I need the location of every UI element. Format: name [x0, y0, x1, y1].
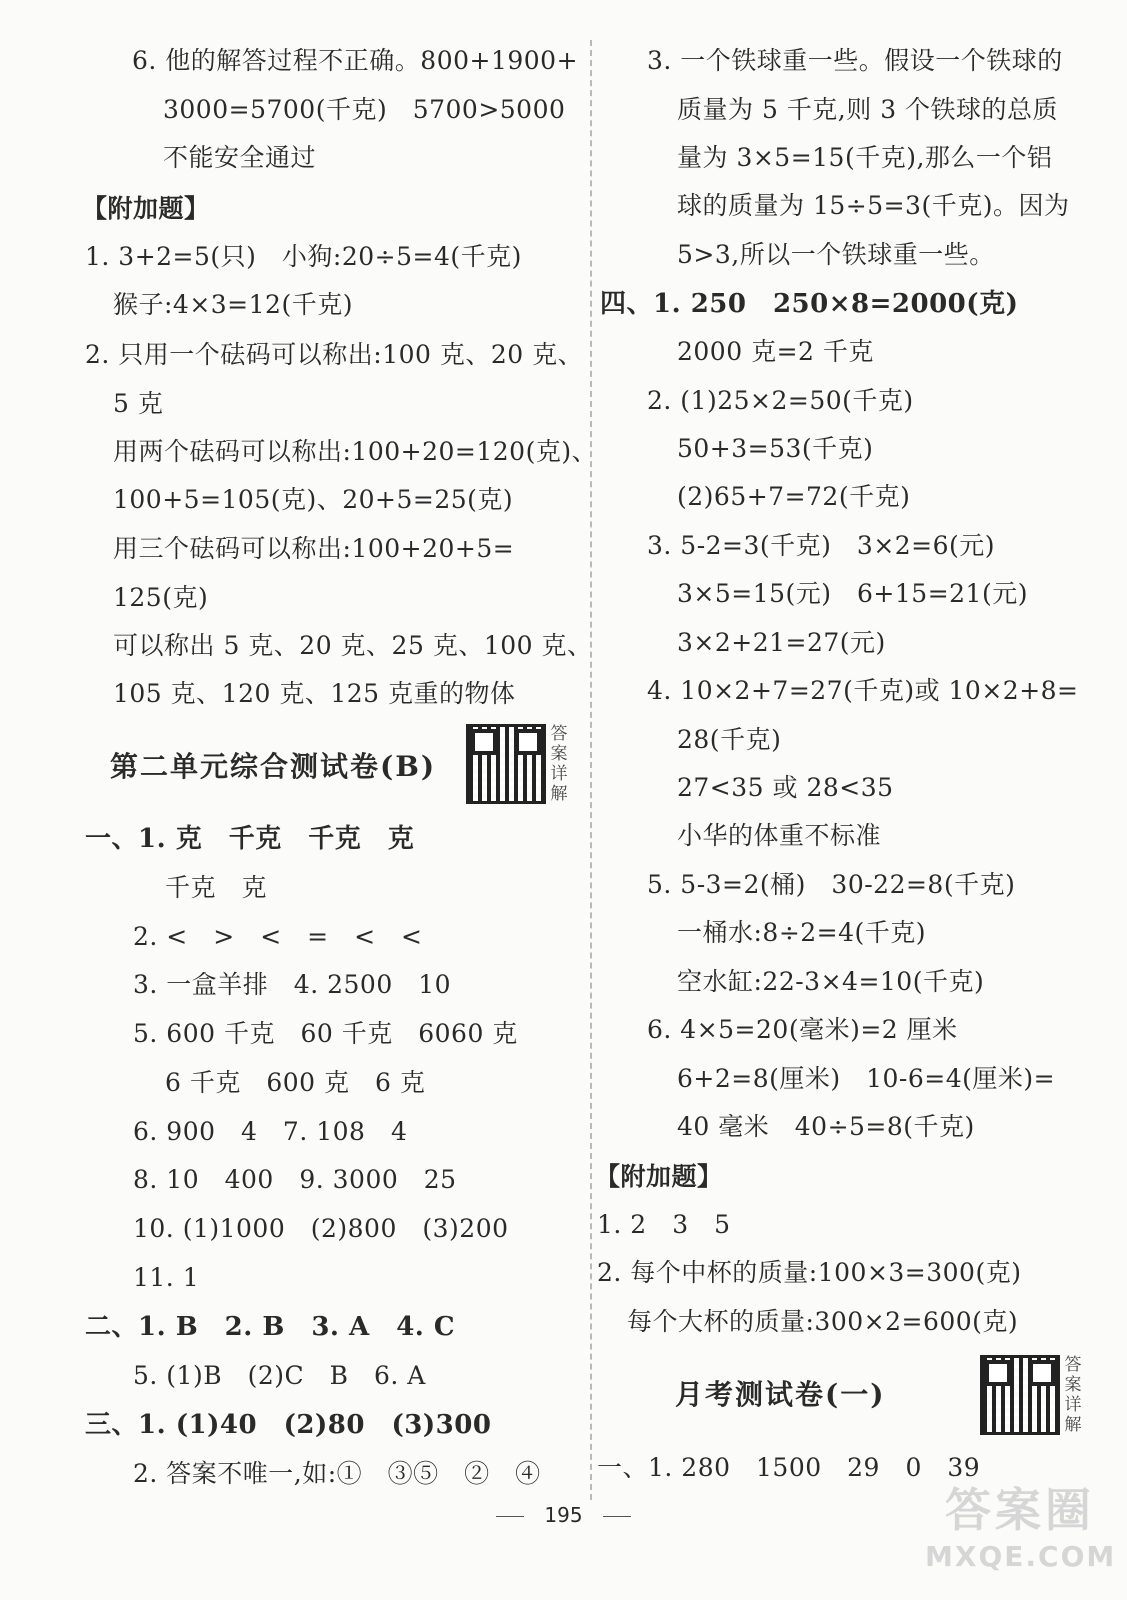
qr-code-icon[interactable]	[466, 724, 546, 804]
answer-line: 3000=5700(千克) 5700>5000	[163, 95, 566, 124]
answer-line: 每个大杯的质量:300×2=600(克)	[627, 1307, 1019, 1336]
answer-line: 一、1. 280 1500 29 0 39	[597, 1453, 981, 1482]
answer-line: 1. 2 3 5	[597, 1210, 731, 1239]
answer-line: 千克 克	[165, 873, 268, 902]
answer-line: 10. (1)1000 (2)800 (3)200	[133, 1214, 509, 1243]
answer-line: 3. 5-2=3(千克) 3×2=6(元)	[647, 531, 996, 560]
answer-line: 不能安全通过	[163, 143, 317, 172]
answer-line: 三、1. (1)40 (2)80 (3)300	[85, 1410, 492, 1440]
answer-line: 猴子:4×3=12(千克)	[113, 290, 353, 319]
answer-line: 2. 答案不唯一,如:① ③⑤ ② ④	[133, 1459, 541, 1488]
answer-line: 50+3=53(千克)	[677, 434, 874, 463]
answer-line: 1. 3+2=5(只) 小狗:20÷5=4(千克)	[85, 242, 522, 271]
answer-line: 28(千克)	[677, 725, 782, 754]
answer-line: 球的质量为 15÷5=3(千克)。因为	[677, 191, 1070, 220]
answer-line: 一桶水:8÷2=4(千克)	[677, 918, 927, 947]
answer-line: 4. 10×2+7=27(千克)或 10×2+8=	[647, 676, 1079, 705]
answer-line: 11. 1	[133, 1263, 200, 1292]
answer-line: 用三个砝码可以称出:100+20+5=	[113, 534, 515, 563]
answer-line: 2. (1)25×2=50(千克)	[647, 386, 914, 415]
answer-line: 6. 4×5=20(毫米)=2 厘米	[647, 1015, 958, 1044]
answer-line: 5>3,所以一个铁球重一些。	[677, 240, 995, 269]
answer-line: 3. 一盒羊排 4. 2500 10	[133, 970, 452, 999]
answer-line: 2. 只用一个砝码可以称出:100 克、20 克、	[85, 340, 584, 369]
answer-line: 5. 5-3=2(桶) 30-22=8(千克)	[647, 870, 1016, 899]
dash-right	[603, 1516, 631, 1517]
page-number-text: 195	[544, 1503, 583, 1527]
qr-label: 答案详解	[1064, 1355, 1082, 1435]
answer-line: 3×2+21=27(元)	[677, 628, 886, 657]
section-title: 第二单元综合测试卷(B)	[110, 750, 437, 783]
qr-label: 答案详解	[550, 724, 568, 804]
watermark-url: MXQE.COM	[925, 1540, 1117, 1573]
answer-line: 小华的体重不标准	[677, 821, 882, 850]
answer-line: 125(克)	[113, 583, 209, 612]
answer-line: 质量为 5 千克,则 3 个铁球的总质	[677, 95, 1059, 124]
answer-line: 四、1. 250 250×8=2000(克)	[600, 289, 1019, 319]
bonus-heading: 【附加题】	[595, 1162, 723, 1191]
dash-left	[496, 1516, 524, 1517]
answer-line: 105 克、120 克、125 克重的物体	[113, 679, 516, 708]
answer-line: 用两个砝码可以称出:100+20=120(克)、	[113, 437, 598, 466]
answer-line: 3×5=15(元) 6+15=21(元)	[677, 579, 1028, 608]
bonus-heading: 【附加题】	[82, 194, 210, 223]
watermark-logo	[925, 1480, 1115, 1590]
answer-line: 一、1. 克 千克 千克 克	[85, 824, 415, 854]
answer-line: 6. 900 4 7. 108 4	[133, 1117, 408, 1146]
answer-line: 27<35 或 28<35	[677, 773, 894, 802]
answer-line: (2)65+7=72(千克)	[677, 482, 911, 511]
section-title: 月考测试卷(一)	[675, 1378, 886, 1411]
answer-line: 5 克	[113, 389, 164, 418]
answer-line: 6+2=8(厘米) 10-6=4(厘米)=	[677, 1064, 1056, 1093]
answer-line: 可以称出 5 克、20 克、25 克、100 克、	[113, 631, 593, 660]
answer-line: 5. (1)B (2)C B 6. A	[133, 1361, 426, 1390]
answer-line: 5. 600 千克 60 千克 6060 克	[133, 1019, 518, 1048]
answer-line: 2. < > < = < <	[133, 922, 423, 951]
answer-line: 二、1. B 2. B 3. A 4. C	[85, 1312, 456, 1342]
watermark-text: 答案圈	[945, 1483, 1095, 1537]
answer-line: 2. 每个中杯的质量:100×3=300(克)	[597, 1258, 1022, 1287]
qr-code-icon[interactable]	[980, 1355, 1060, 1435]
answer-line: 40 毫米 40÷5=8(千克)	[677, 1112, 975, 1141]
answer-line: 6. 他的解答过程不正确。800+1900+	[132, 46, 579, 75]
answer-line: 6 千克 600 克 6 克	[165, 1068, 426, 1097]
answer-line: 量为 3×5=15(千克),那么一个铝	[677, 143, 1053, 172]
answer-line: 100+5=105(克)、20+5=25(克)	[113, 485, 514, 514]
column-divider	[590, 40, 592, 1500]
answer-line: 2000 克=2 千克	[677, 337, 874, 366]
answer-line: 8. 10 400 9. 3000 25	[133, 1165, 457, 1194]
answer-line: 空水缸:22-3×4=10(千克)	[677, 967, 985, 996]
answer-line: 3. 一个铁球重一些。假设一个铁球的	[647, 46, 1063, 75]
